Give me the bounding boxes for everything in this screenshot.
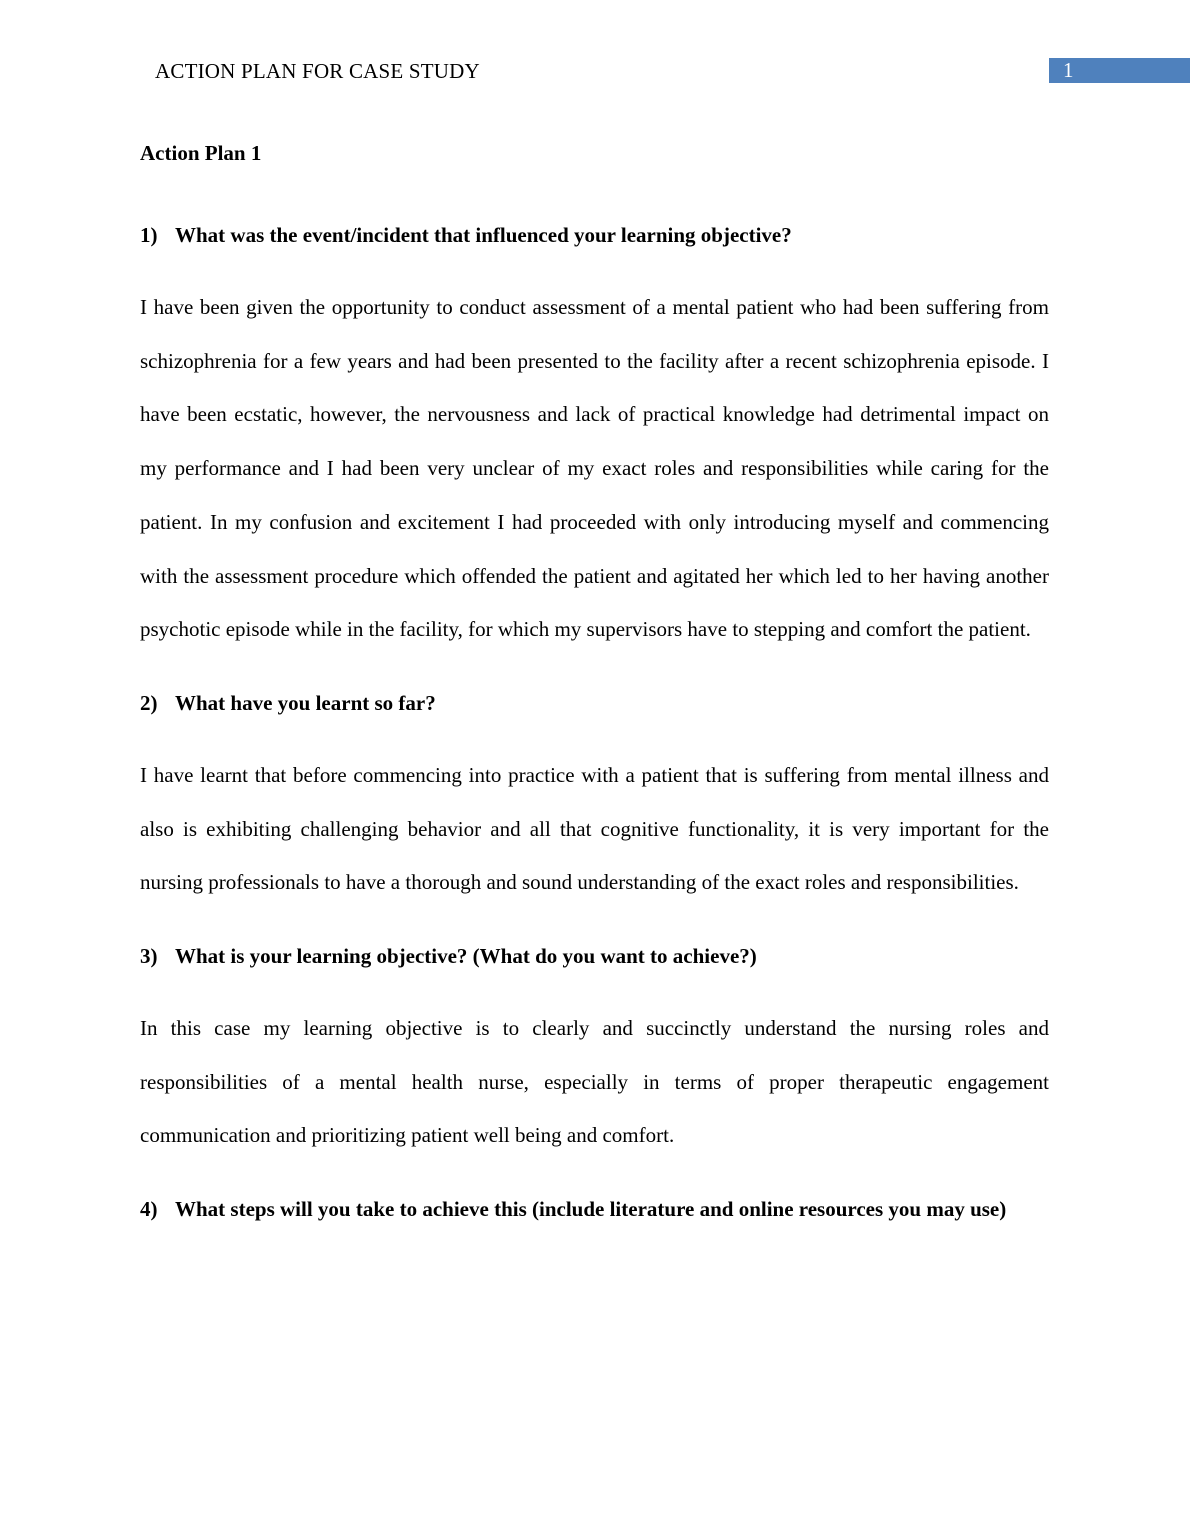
question-number: 3) (140, 944, 158, 969)
question-text: What steps will you take to achieve this (include literature and online resources you may use) (175, 1197, 1007, 1222)
answer-paragraph: In this case my learning objective is to clearly and succinctly understand the nursing roles and responsibilities of a mental health nurse, especially in terms of proper therapeutic engagement communication and prioritizing patient well being and comfort. (140, 1016, 1049, 1148)
question-text: What was the event/incident that influenced your learning objective? (175, 223, 792, 247)
question-text: What have you learnt so far? (175, 690, 436, 715)
question-heading (140, 1182, 1049, 1236)
document-body (140, 135, 1049, 1236)
question-heading (140, 676, 1049, 730)
question-number: 2) (140, 690, 158, 715)
document-title: Action Plan 1 (140, 141, 262, 165)
question-text: What is your learning objective? (What do you want to achieve?) (175, 944, 757, 969)
answer-paragraph: I have been given the opportunity to conduct assessment of a mental patient who had been suffering from schizophrenia for a few years and had been presented to the facility after a recent schizophrenia episode. I have been ecstatic, however, the nervousness and lack of practical knowledge had detrimental impact on my performance and I had been very unclear of my exact roles and responsibilities while caring for the patient. In my confusion and excitement I had proceeded with only introducing myself and commencing with the assessment procedure which offended the patient and agitated her which led to her having another psychotic episode while in the facility, for which my supervisors have to stepping and comfort the patient. (140, 295, 1049, 642)
question-number: 1) (140, 223, 158, 247)
question-heading (140, 208, 1049, 262)
answer-paragraph: I have learnt that before commencing into practice with a patient that is suffering from mental illness and also is exhibiting challenging behavior and all that cognitive functionality, it is very important for the nursing professionals to have a thorough and sound understanding of the exact roles and responsibilities. (140, 762, 1049, 895)
running-header-title: ACTION PLAN FOR CASE STUDY (155, 59, 480, 83)
question-heading (140, 929, 1049, 983)
page-number: 1 (1063, 58, 1074, 82)
question-number: 4) (140, 1197, 158, 1222)
page-number-badge (1049, 58, 1190, 83)
